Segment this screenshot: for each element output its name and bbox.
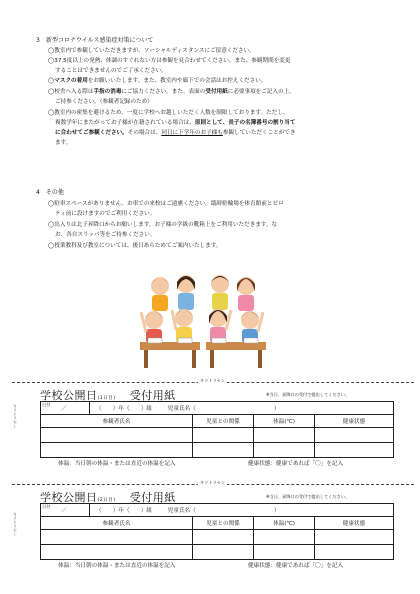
form2-col-relation: 児童との関係 bbox=[193, 517, 254, 530]
classroom-illustration bbox=[138, 268, 268, 372]
form2-col-temp: 体温(℃) bbox=[254, 517, 315, 530]
s3-item-4: ◯校舎へ入る際は手指の消毒にご協力ください。また、表面の受付用紙に必要事項をご記入の上、 bbox=[48, 89, 295, 95]
form1-input-visitor-1[interactable] bbox=[41, 428, 193, 443]
s4-item-1-cont: ティ前に設けますのでご利用ください。 bbox=[55, 211, 156, 217]
form2-table bbox=[40, 503, 394, 560]
s3-item-5-cont3: ます。 bbox=[55, 140, 72, 146]
form2-input-relation-2[interactable] bbox=[193, 545, 254, 560]
cut-label-top: キリトリセン bbox=[200, 378, 226, 383]
form1-class-cell[interactable]: （ ）年（ ）組 児童氏名（ ） bbox=[90, 402, 394, 415]
s4-item-3: ◯授業教科及び教室については、後日あらためてご案内いたします。 bbox=[48, 243, 222, 249]
s3-item-1: ◯教室内で参観していただきますが、ソーシャルディスタンスにご留意ください。 bbox=[48, 48, 255, 54]
form1-input-temp-2[interactable] bbox=[254, 443, 315, 458]
form1-title: 学校公開日(1日目) 受付用紙 bbox=[40, 389, 176, 402]
s4-item-1: ◯駐車スペースがありません。お車での来校はご遠慮ください。臨時駐輪場を体育館前とピロ bbox=[48, 201, 284, 207]
form1-date-cell[interactable]: 日付 ／ bbox=[41, 402, 90, 415]
cut-label-bottom: キリトリセン bbox=[200, 480, 226, 485]
form1-note: ※当日、昇降口の受付で提出してください。 bbox=[266, 392, 350, 397]
s3-item-2-cont: することはできませんのでご了承ください。 bbox=[55, 68, 167, 74]
form2-col-health: 健康状態 bbox=[315, 517, 394, 530]
form2-footer-health: 健康状態：健康であれば「〇」を記入 bbox=[248, 563, 344, 569]
form1-input-visitor-2[interactable] bbox=[41, 443, 193, 458]
section-4-heading: 4 その他 bbox=[36, 189, 64, 196]
form2-input-temp-1[interactable] bbox=[254, 530, 315, 545]
form1-input-temp-1[interactable] bbox=[254, 428, 315, 443]
form2-input-health-2[interactable] bbox=[315, 545, 394, 560]
s3-item-5-cont2: に合わせてご参観ください。その場合は、同日に下学年のお子様も参観していただくことができ bbox=[55, 130, 296, 136]
form2-input-temp-2[interactable] bbox=[254, 545, 315, 560]
form1-input-relation-1[interactable] bbox=[193, 428, 254, 443]
form1-col-relation: 児童との関係 bbox=[193, 415, 254, 428]
form1-col-temp: 体温(℃) bbox=[254, 415, 315, 428]
form2-input-relation-1[interactable] bbox=[193, 530, 254, 545]
back-row-children bbox=[151, 275, 255, 311]
form2-input-visitor-2[interactable] bbox=[41, 545, 193, 560]
form2-class-cell[interactable]: （ ）年（ ）組 児童氏名（ ） bbox=[90, 504, 394, 517]
form1-col-health: 健康状態 bbox=[315, 415, 394, 428]
form1-footer-temp: 体温：当日朝の体温・または直近の体温を記入 bbox=[58, 461, 176, 467]
form2-footer-temp: 体温：当日朝の体温・または直近の体温を記入 bbox=[58, 563, 176, 569]
form1-input-health-2[interactable] bbox=[315, 443, 394, 458]
form1-footer-health: 健康状態：健康であれば「〇」を記入 bbox=[248, 461, 344, 467]
s3-item-2: ◯37.5度以上の発熱、体調のすぐれない方は参観を見合わせてください。また、参観期間を変更 bbox=[48, 58, 291, 64]
s3-item-5: ◯教室内の密集を避けるため、一度に学校へお越しいただく人数を制限しております。ただし、 bbox=[48, 110, 289, 116]
form1-input-relation-2[interactable] bbox=[193, 443, 254, 458]
form2-input-health-1[interactable] bbox=[315, 530, 394, 545]
section-3-heading: 3 新型コロナウイルス感染症対策について bbox=[36, 37, 154, 44]
form1-table bbox=[40, 401, 394, 458]
form2-title: 学校公開日(2日目) 受付用紙 bbox=[40, 491, 176, 504]
s3-item-5-cont1: 複数学年にまたがってお子様が在籍されている場合は、原則として、長子の名簿番号の割り当て bbox=[55, 120, 296, 126]
form2-note: ※当日、昇降口の受付で提出してください。 bbox=[266, 494, 350, 499]
s4-item-2: ◯出入りは北子昇降口からお願いします。お子様の学級の靴箱上をご利用いただきます。な bbox=[48, 222, 278, 228]
form1-col-visitor: 参観者氏名 bbox=[41, 415, 193, 428]
s3-item-4-cont: ご持参ください。（参観者記録のため） bbox=[55, 99, 153, 105]
form2-input-visitor-1[interactable] bbox=[41, 530, 193, 545]
form2-date-cell[interactable]: 日付 ／ bbox=[41, 504, 90, 517]
margin-cut-label-1: キリトリセン bbox=[13, 404, 18, 428]
margin-cut-label-2: キリトリセン bbox=[13, 512, 18, 536]
s3-item-3: ◯マスクの着用をお願いいたします。また、教室内や廊下での会話はお控えください。 bbox=[48, 78, 267, 84]
form1-input-health-1[interactable] bbox=[315, 428, 394, 443]
desks bbox=[140, 338, 266, 368]
s4-item-2-cont: お、各自スリッパ等をご持参ください。 bbox=[55, 232, 156, 238]
form2-col-visitor: 参観者氏名 bbox=[41, 517, 193, 530]
